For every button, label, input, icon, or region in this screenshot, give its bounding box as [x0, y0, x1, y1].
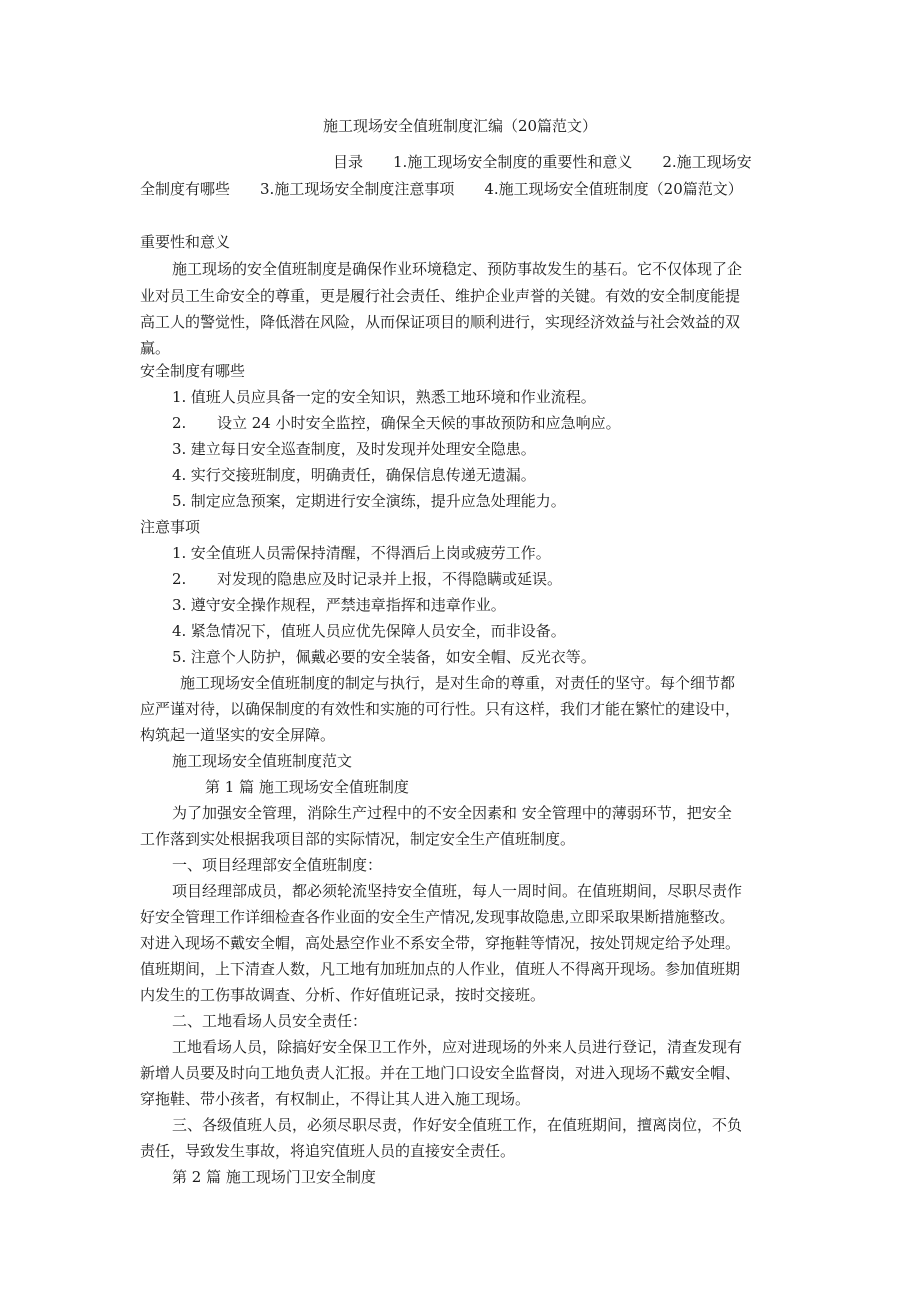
list-item	[172, 412, 621, 434]
list-item	[172, 386, 596, 408]
list-item	[172, 490, 566, 512]
list-text: 制定应急预案，定期进行安全演练，提升应急处理能力。	[190, 492, 566, 510]
list-text: 对发现的隐患应及时记录并上报，不得隐瞒或延误。	[217, 570, 563, 588]
list-number: 2.	[172, 414, 187, 432]
paragraph-line: 责任，导致发生事故，将追究值班人员的直接安全责任。	[140, 1142, 516, 1160]
paragraph-line: 三、各级值班人员，必须尽职尽责，作好安全值班工作，在值班期间，擅离岗位，不负	[172, 1116, 743, 1134]
paragraph-line: 穿拖鞋、带小孩者，有权制止，不得让其人进入施工现场。	[140, 1090, 531, 1108]
paragraph-line: 高工人的警觉性，降低潜在风险，从而保证项目的顺利进行，实现经济效益与社会效益的双	[140, 313, 741, 331]
list-text: 值班人员应具备一定的安全知识，熟悉工地环境和作业流程。	[190, 388, 596, 406]
paragraph-line: 赢。	[140, 339, 171, 357]
list-text: 实行交接班制度，明确责任，确保信息传递无遗漏。	[190, 466, 536, 484]
toc-label: 目录	[333, 153, 364, 171]
paragraph-line: 好安全管理工作详细检查各作业面的安全生产情况,发现事故隐患,立即采取果断措施整改。	[140, 908, 735, 926]
paragraph-line: 内发生的工伤事故调查、分析、作好值班记录，按时交接班。	[140, 986, 546, 1004]
paragraph-line: 项目经理部成员，都必须轮流坚持安全值班，每人一周时间。在值班期间，尽职尽责作	[172, 882, 743, 900]
toc-item-1[interactable]: 1.施工现场安全制度的重要性和意义	[393, 153, 633, 171]
list-item	[172, 568, 562, 590]
paragraph-line: 应严谨对待，以确保制度的有效性和实施的可行性。只有这样，我们才能在繁忙的建设中，	[140, 700, 741, 718]
paragraph-line: 值班期间，上下清查人数，凡工地有加班加点的人作业，值班人不得离开现场。参加值班期	[140, 960, 741, 978]
article-title-1: 第 1 篇 施工现场安全值班制度	[205, 778, 409, 796]
section-heading-importance: 重要性和意义	[140, 233, 231, 251]
list-text: 安全值班人员需保持清醒，不得酒后上岗或疲劳工作。	[190, 544, 551, 562]
list-text: 注意个人防护，佩戴必要的安全装备，如安全帽、反光衣等。	[190, 648, 596, 666]
toc-line-1	[333, 151, 752, 173]
list-item	[172, 646, 596, 668]
list-number: 5.	[172, 492, 187, 510]
toc-item-2-part2[interactable]: 全制度有哪些	[140, 180, 231, 198]
list-number: 1.	[172, 388, 187, 406]
list-item	[172, 620, 566, 642]
toc-item-2-part1[interactable]: 2.施工现场安	[662, 153, 752, 171]
paragraph-line: 工地看场人员，除搞好安全保卫工作外，应对进现场的外来人员进行登记，清查发现有	[172, 1038, 743, 1056]
list-number: 3.	[172, 440, 187, 458]
paragraph-line: 对进入现场不戴安全帽，高处悬空作业不系安全带，穿拖鞋等情况，按处罚规定给予处理。	[140, 934, 741, 952]
list-number: 1.	[172, 544, 187, 562]
list-text: 建立每日安全巡查制度，及时发现并处理安全隐患。	[190, 440, 536, 458]
document-title: 施工现场安全值班制度汇编（20篇范文）	[322, 117, 598, 135]
paragraph-line: 业对员工生命安全的尊重，更是履行社会责任、维护企业声誉的关键。有效的安全制度能提	[140, 287, 741, 305]
section-heading-precautions: 注意事项	[140, 518, 201, 536]
list-text: 遵守安全操作规程，严禁违章指挥和违章作业。	[190, 596, 506, 614]
paragraph-line: 施工现场的安全值班制度是确保作业环境稳定、预防事故发生的基石。它不仅体现了企	[172, 260, 743, 278]
list-item	[172, 542, 551, 564]
list-item	[172, 594, 506, 616]
paragraph-line: 施工现场安全值班制度的制定与执行，是对生命的尊重，对责任的坚守。每个细节都	[180, 674, 736, 692]
list-number: 4.	[172, 622, 187, 640]
section-heading-templates: 施工现场安全值班制度范文	[172, 752, 353, 770]
article-title-2: 第 2 篇 施工现场门卫安全制度	[172, 1168, 376, 1186]
paragraph-line: 为了加强安全管理，消除生产过程中的不安全因素和 安全管理中的薄弱环节，把安全	[172, 804, 732, 822]
part-heading-2: 二、工地看场人员安全责任：	[172, 1012, 368, 1030]
toc-line-2	[140, 178, 743, 200]
toc-item-3[interactable]: 3.施工现场安全制度注意事项	[260, 180, 455, 198]
list-number: 2.	[172, 570, 187, 588]
section-heading-systems: 安全制度有哪些	[140, 362, 246, 380]
list-number: 3.	[172, 596, 187, 614]
paragraph-line: 构筑起一道坚实的安全屏障。	[140, 726, 336, 744]
toc-item-4[interactable]: 4.施工现场安全值班制度（20篇范文）	[484, 180, 743, 198]
list-number: 5.	[172, 648, 187, 666]
list-text: 设立 24 小时安全监控，确保全天候的事故预防和应急响应。	[217, 414, 621, 432]
paragraph-line: 工作落到实处根据我项目部的实际情况，制定安全生产值班制度。	[140, 830, 576, 848]
list-text: 紧急情况下，值班人员应优先保障人员安全，而非设备。	[190, 622, 566, 640]
part-heading-1: 一、项目经理部安全值班制度：	[172, 856, 383, 874]
list-number: 4.	[172, 466, 187, 484]
paragraph-line: 新增人员要及时向工地负责人汇报。并在工地门口设安全监督岗，对进入现场不戴安全帽、	[140, 1064, 741, 1082]
list-item	[172, 438, 536, 460]
list-item	[172, 464, 536, 486]
